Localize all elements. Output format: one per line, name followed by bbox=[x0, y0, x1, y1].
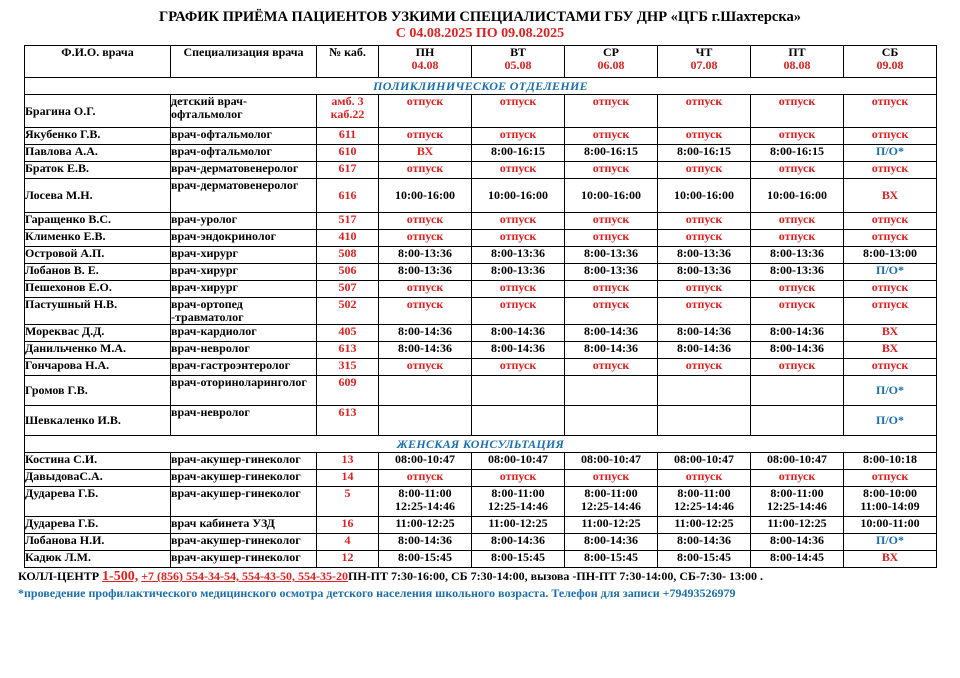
call-center-phones: +7 (856) 554-34-54, 554-43-50, 554-35-20 bbox=[141, 569, 349, 583]
schedule-cell bbox=[472, 487, 565, 517]
schedule-cell bbox=[565, 406, 658, 436]
doctor-specialization: врач-офтальмолог bbox=[171, 145, 317, 162]
cabinet-number: 405 bbox=[317, 325, 379, 342]
schedule-cell: 11:00-12:25 bbox=[565, 517, 658, 534]
table-row bbox=[25, 359, 937, 376]
day-date: 05.08 bbox=[504, 58, 532, 72]
schedule-cell: отпуск bbox=[844, 95, 937, 128]
schedule-cell: 8:00-13:36 bbox=[751, 247, 844, 264]
schedule-cell: 8:00-14:36 bbox=[472, 342, 565, 359]
schedule-cell: отпуск bbox=[658, 213, 751, 230]
table-row bbox=[25, 534, 937, 551]
day-label: ПН bbox=[415, 45, 435, 59]
schedule-cell: отпуск bbox=[844, 298, 937, 325]
schedule-body bbox=[25, 78, 937, 568]
schedule-cell: П/О* bbox=[844, 264, 937, 281]
schedule-cell: ВХ bbox=[844, 325, 937, 342]
table-row bbox=[25, 230, 937, 247]
schedule-cell: 8:00-14:36 bbox=[472, 534, 565, 551]
schedule-cell: отпуск bbox=[472, 162, 565, 179]
schedule-cell: П/О* bbox=[844, 534, 937, 551]
col-header-spec: Специализация врача bbox=[171, 46, 317, 78]
schedule-cell: отпуск bbox=[379, 281, 472, 298]
schedule-cell: 8:00-14:36 bbox=[565, 342, 658, 359]
schedule-cell: отпуск bbox=[565, 298, 658, 325]
schedule-cell bbox=[379, 406, 472, 436]
schedule-cell: отпуск bbox=[751, 128, 844, 145]
schedule-cell: ВХ bbox=[844, 342, 937, 359]
schedule-cell: отпуск bbox=[379, 230, 472, 247]
schedule-cell: отпуск bbox=[379, 162, 472, 179]
schedule-cell: отпуск bbox=[844, 230, 937, 247]
cabinet-number: 16 bbox=[317, 517, 379, 534]
cabinet-number: 12 bbox=[317, 551, 379, 568]
schedule-cell: 8:00-14:36 bbox=[751, 342, 844, 359]
table-row bbox=[25, 128, 937, 145]
cabinet-number: 410 bbox=[317, 230, 379, 247]
doctor-specialization: врач-невролог bbox=[171, 406, 317, 436]
schedule-cell: 8:00-14:36 bbox=[379, 342, 472, 359]
schedule-cell: 8:00-14:36 bbox=[565, 534, 658, 551]
schedule-cell bbox=[751, 376, 844, 406]
schedule-cell: 10:00-16:00 bbox=[379, 179, 472, 213]
doctor-name: Пастушный Н.В. bbox=[25, 298, 171, 325]
schedule-cell: 8:00-14:36 bbox=[658, 534, 751, 551]
doctor-name: Браток Е.В. bbox=[25, 162, 171, 179]
footnote: *проведение профилактического медицинского осмотра детского населения школьного возраста. Телефон для записи +79493526979 bbox=[18, 586, 736, 600]
schedule-cell: 11:00-12:25 bbox=[472, 517, 565, 534]
schedule-cell: 8:00-10:18 bbox=[844, 453, 937, 470]
schedule-cell: 8:00-14:36 bbox=[565, 325, 658, 342]
schedule-cell: 8:00-16:15 bbox=[565, 145, 658, 162]
section-row bbox=[25, 78, 937, 95]
schedule-time: 12:25-14:46 bbox=[395, 499, 455, 513]
doctor-name: ДавыдоваС.А. bbox=[25, 470, 171, 487]
schedule-table bbox=[24, 45, 937, 568]
day-label: ВТ bbox=[510, 45, 526, 59]
table-row bbox=[25, 247, 937, 264]
schedule-cell: 10:00-16:00 bbox=[751, 179, 844, 213]
schedule-cell: 8:00-14:36 bbox=[472, 325, 565, 342]
col-header-name: Ф.И.О. врача bbox=[25, 46, 171, 78]
table-row bbox=[25, 95, 937, 128]
schedule-cell: 8:00-16:15 bbox=[751, 145, 844, 162]
schedule-cell: отпуск bbox=[565, 95, 658, 128]
schedule-cell: отпуск bbox=[565, 470, 658, 487]
doctor-specialization: врач-эндокринолог bbox=[171, 230, 317, 247]
doctor-specialization: врач-хирург bbox=[171, 264, 317, 281]
schedule-cell bbox=[472, 406, 565, 436]
cabinet-number: 506 bbox=[317, 264, 379, 281]
cabinet-number: 507 bbox=[317, 281, 379, 298]
page-title: ГРАФИК ПРИЁМА ПАЦИЕНТОВ УЗКИМИ СПЕЦИАЛИСТАМИ ГБУ ДНР «ЦГБ г.Шахтерска» bbox=[159, 9, 801, 25]
schedule-time: 8:00-11:00 bbox=[491, 486, 545, 500]
doctor-specialization: врач-акушер-гинеколог bbox=[171, 453, 317, 470]
schedule-cell: отпуск bbox=[658, 128, 751, 145]
doctor-name: Пешехонов Е.О. bbox=[25, 281, 171, 298]
date-range: С 04.08.2025 ПО 09.08.2025 bbox=[395, 26, 565, 41]
schedule-cell: 8:00-15:45 bbox=[565, 551, 658, 568]
table-row bbox=[25, 406, 937, 436]
doctor-name: Гончарова Н.А. bbox=[25, 359, 171, 376]
schedule-cell: отпуск bbox=[658, 230, 751, 247]
doctor-specialization: врач-уролог bbox=[171, 213, 317, 230]
schedule-cell: отпуск bbox=[658, 281, 751, 298]
day-date: 04.08 bbox=[411, 58, 439, 72]
schedule-cell: 11:00-12:25 bbox=[379, 517, 472, 534]
doctor-specialization: врач кабинета УЗД bbox=[171, 517, 317, 534]
cabinet-number: 517 bbox=[317, 213, 379, 230]
schedule-cell: 8:00-16:15 bbox=[658, 145, 751, 162]
section-title: ПОЛИКЛИНИЧЕСКОЕ ОТДЕЛЕНИЕ bbox=[25, 78, 937, 95]
schedule-time: 8:00-11:00 bbox=[770, 486, 824, 500]
doctor-name: Лосева М.Н. bbox=[25, 179, 171, 213]
table-row bbox=[25, 179, 937, 213]
table-row bbox=[25, 453, 937, 470]
schedule-cell bbox=[844, 487, 937, 517]
schedule-cell: отпуск bbox=[844, 281, 937, 298]
schedule-cell: 08:00-10:47 bbox=[751, 453, 844, 470]
schedule-cell: 8:00-13:36 bbox=[565, 264, 658, 281]
table-row bbox=[25, 145, 937, 162]
day-date: 06.08 bbox=[597, 58, 625, 72]
cabinet-number: 14 bbox=[317, 470, 379, 487]
schedule-cell: отпуск bbox=[565, 281, 658, 298]
table-row bbox=[25, 264, 937, 281]
schedule-cell bbox=[751, 487, 844, 517]
schedule-cell: 11:00-12:25 bbox=[751, 517, 844, 534]
cabinet-number: 609 bbox=[317, 376, 379, 406]
schedule-cell: отпуск bbox=[751, 359, 844, 376]
schedule-cell: 8:00-13:36 bbox=[751, 264, 844, 281]
schedule-cell: отпуск bbox=[565, 359, 658, 376]
schedule-cell: 8:00-14:36 bbox=[379, 325, 472, 342]
schedule-cell: отпуск bbox=[472, 281, 565, 298]
schedule-cell: 8:00-14:36 bbox=[658, 325, 751, 342]
cabinet-number: 4 bbox=[317, 534, 379, 551]
doctor-name: Кадюк Л.М. bbox=[25, 551, 171, 568]
schedule-cell: 8:00-14:36 bbox=[379, 534, 472, 551]
doctor-specialization: врач-невролог bbox=[171, 342, 317, 359]
schedule-cell: 8:00-15:45 bbox=[379, 551, 472, 568]
section-title: ЖЕНСКАЯ КОНСУЛЬТАЦИЯ bbox=[25, 436, 937, 453]
table-row bbox=[25, 213, 937, 230]
doctor-name: Мореквас Д.Д. bbox=[25, 325, 171, 342]
call-center-line bbox=[18, 569, 763, 585]
schedule-cell: отпуск bbox=[844, 213, 937, 230]
doctor-name: Лобанова Н.И. bbox=[25, 534, 171, 551]
doctor-name: Громов Г.В. bbox=[25, 376, 171, 406]
doctor-name: Гаращенко В.С. bbox=[25, 213, 171, 230]
table-row bbox=[25, 162, 937, 179]
schedule-cell: отпуск bbox=[751, 281, 844, 298]
doctor-specialization: врач-дерматовенеролог bbox=[171, 162, 317, 179]
doctor-specialization: врач-кардиолог bbox=[171, 325, 317, 342]
day-date: 08.08 bbox=[783, 58, 811, 72]
cabinet-number: 613 bbox=[317, 342, 379, 359]
table-row bbox=[25, 376, 937, 406]
doctor-name: Островой А.П. bbox=[25, 247, 171, 264]
schedule-cell: 8:00-16:15 bbox=[472, 145, 565, 162]
schedule-cell: отпуск bbox=[844, 359, 937, 376]
schedule-cell: отпуск bbox=[844, 128, 937, 145]
table-row bbox=[25, 551, 937, 568]
doctor-specialization: врач-дерматовенеролог bbox=[171, 179, 317, 213]
schedule-cell: отпуск bbox=[751, 95, 844, 128]
schedule-cell: отпуск bbox=[472, 230, 565, 247]
table-row bbox=[25, 342, 937, 359]
schedule-cell: отпуск bbox=[379, 359, 472, 376]
schedule-cell: П/О* bbox=[844, 376, 937, 406]
cabinet-number: 610 bbox=[317, 145, 379, 162]
table-row bbox=[25, 470, 937, 487]
schedule-cell: 8:00-13:36 bbox=[379, 247, 472, 264]
schedule-cell: отпуск bbox=[379, 128, 472, 145]
doctor-specialization: врач-офтальмолог bbox=[171, 128, 317, 145]
table-row bbox=[25, 487, 937, 517]
schedule-cell: отпуск bbox=[844, 470, 937, 487]
schedule-cell: отпуск bbox=[658, 162, 751, 179]
day-label: СБ bbox=[881, 45, 899, 59]
schedule-cell: отпуск bbox=[565, 128, 658, 145]
schedule-cell: 8:00-14:36 bbox=[751, 534, 844, 551]
schedule-time: 11:00-14:09 bbox=[860, 499, 920, 513]
doctor-specialization: врач-гастроэнтеролог bbox=[171, 359, 317, 376]
schedule-cell: отпуск bbox=[751, 162, 844, 179]
schedule-cell: 10:00-16:00 bbox=[565, 179, 658, 213]
schedule-time: 8:00-11:00 bbox=[398, 486, 452, 500]
schedule-cell: 8:00-14:36 bbox=[658, 342, 751, 359]
schedule-cell: П/О* bbox=[844, 406, 937, 436]
schedule-cell: отпуск bbox=[658, 359, 751, 376]
cabinet-number: 13 bbox=[317, 453, 379, 470]
doctor-name: Клименко Е.В. bbox=[25, 230, 171, 247]
table-row bbox=[25, 325, 937, 342]
cabinet-number: амб. 3 каб.22 bbox=[317, 95, 379, 128]
schedule-cell: отпуск bbox=[751, 298, 844, 325]
schedule-cell: отпуск bbox=[751, 230, 844, 247]
schedule-cell: отпуск bbox=[844, 162, 937, 179]
doctor-specialization: врач-оториноларинголог bbox=[171, 376, 317, 406]
schedule-cell: 8:00-15:45 bbox=[658, 551, 751, 568]
schedule-cell: ВХ bbox=[844, 179, 937, 213]
cabinet-number: 315 bbox=[317, 359, 379, 376]
doctor-specialization: врач-хирург bbox=[171, 247, 317, 264]
day-label: СР bbox=[603, 45, 619, 59]
schedule-cell: 10:00-11:00 bbox=[844, 517, 937, 534]
cabinet-number: 617 bbox=[317, 162, 379, 179]
schedule-cell: отпуск bbox=[472, 359, 565, 376]
schedule-cell: отпуск bbox=[658, 298, 751, 325]
doctor-specialization: врач-хирург bbox=[171, 281, 317, 298]
doctor-name: Шевкаленко И.В. bbox=[25, 406, 171, 436]
schedule-cell: 8:00-13:36 bbox=[658, 247, 751, 264]
schedule-cell: отпуск bbox=[565, 230, 658, 247]
doctor-name: Дударева Г.Б. bbox=[25, 487, 171, 517]
schedule-cell: отпуск bbox=[751, 213, 844, 230]
call-center-number: 1-500, bbox=[102, 569, 139, 584]
doctor-specialization: врач-акушер-гинеколог bbox=[171, 487, 317, 517]
schedule-cell: отпуск bbox=[565, 213, 658, 230]
schedule-cell: 8:00-13:00 bbox=[844, 247, 937, 264]
col-header-cab: № каб. bbox=[317, 46, 379, 78]
schedule-cell: отпуск bbox=[472, 128, 565, 145]
doctor-name: Павлова А.А. bbox=[25, 145, 171, 162]
schedule-cell: 10:00-16:00 bbox=[658, 179, 751, 213]
col-header-day bbox=[565, 46, 658, 78]
schedule-cell: 8:00-13:36 bbox=[565, 247, 658, 264]
call-center-hours: ПН-ПТ 7:30-16:00, СБ 7:30-14:00, вызова -ПН-ПТ 7:30-14:00, СБ-7:30- 13:00 . bbox=[348, 569, 763, 583]
schedule-cell: отпуск bbox=[472, 470, 565, 487]
day-label: ЧТ bbox=[695, 45, 713, 59]
cabinet-number: 613 bbox=[317, 406, 379, 436]
schedule-cell: 08:00-10:47 bbox=[565, 453, 658, 470]
cabinet-number: 508 bbox=[317, 247, 379, 264]
schedule-cell: 8:00-13:36 bbox=[379, 264, 472, 281]
schedule-cell: отпуск bbox=[565, 162, 658, 179]
schedule-time: 8:00-11:00 bbox=[584, 486, 638, 500]
schedule-cell bbox=[379, 376, 472, 406]
schedule-cell: 8:00-15:45 bbox=[472, 551, 565, 568]
schedule-cell: 08:00-10:47 bbox=[658, 453, 751, 470]
cabinet-number: 611 bbox=[317, 128, 379, 145]
schedule-cell: отпуск bbox=[472, 298, 565, 325]
col-header-day bbox=[472, 46, 565, 78]
col-header-day bbox=[844, 46, 937, 78]
doctor-specialization: врач-акушер-гинеколог bbox=[171, 551, 317, 568]
schedule-cell: отпуск bbox=[379, 213, 472, 230]
col-header-day bbox=[658, 46, 751, 78]
schedule-cell: отпуск bbox=[379, 470, 472, 487]
schedule-cell: 10:00-16:00 bbox=[472, 179, 565, 213]
col-header-day bbox=[751, 46, 844, 78]
doctor-name: Брагина О.Г. bbox=[25, 95, 171, 128]
schedule-cell: ВХ bbox=[379, 145, 472, 162]
day-date: 09.08 bbox=[876, 58, 904, 72]
schedule-cell: отпуск bbox=[379, 298, 472, 325]
schedule-cell: 08:00-10:47 bbox=[379, 453, 472, 470]
schedule-cell: отпуск bbox=[379, 95, 472, 128]
table-row bbox=[25, 517, 937, 534]
schedule-cell: 8:00-13:36 bbox=[472, 264, 565, 281]
day-date: 07.08 bbox=[690, 58, 718, 72]
schedule-cell bbox=[472, 376, 565, 406]
schedule-cell: П/О* bbox=[844, 145, 937, 162]
schedule-time: 12:25-14:46 bbox=[674, 499, 734, 513]
day-label: ПТ bbox=[788, 45, 806, 59]
schedule-cell: отпуск bbox=[658, 470, 751, 487]
cabinet-number: 502 bbox=[317, 298, 379, 325]
schedule-cell: 08:00-10:47 bbox=[472, 453, 565, 470]
doctor-specialization: врач-ортопед -травматолог bbox=[171, 298, 317, 325]
doctor-name: Дударева Г.Б. bbox=[25, 517, 171, 534]
doctor-name: Костина С.И. bbox=[25, 453, 171, 470]
schedule-time: 12:25-14:46 bbox=[767, 499, 827, 513]
doctor-name: Данильченко М.А. bbox=[25, 342, 171, 359]
schedule-cell: отпуск bbox=[751, 470, 844, 487]
schedule-cell bbox=[751, 406, 844, 436]
doctor-specialization: врач-акушер-гинеколог bbox=[171, 470, 317, 487]
schedule-cell bbox=[565, 376, 658, 406]
schedule-cell: отпуск bbox=[472, 95, 565, 128]
schedule-time: 12:25-14:46 bbox=[581, 499, 641, 513]
schedule-cell bbox=[658, 406, 751, 436]
schedule-cell: 8:00-14:45 bbox=[751, 551, 844, 568]
doctor-name: Якубенко Г.В. bbox=[25, 128, 171, 145]
schedule-time: 8:00-10:00 bbox=[863, 486, 917, 500]
header-row bbox=[25, 46, 937, 78]
schedule-cell: ВХ bbox=[844, 551, 937, 568]
call-center-label: КОЛЛ-ЦЕНТР bbox=[18, 569, 100, 583]
schedule-time: 12:25-14:46 bbox=[488, 499, 548, 513]
section-row bbox=[25, 436, 937, 453]
schedule-cell: 8:00-14:36 bbox=[751, 325, 844, 342]
table-row bbox=[25, 298, 937, 325]
doctor-specialization: детский врач-офтальмолог bbox=[171, 95, 317, 128]
schedule-cell: 11:00-12:25 bbox=[658, 517, 751, 534]
schedule-cell: отпуск bbox=[472, 213, 565, 230]
schedule-cell: отпуск bbox=[658, 95, 751, 128]
schedule-cell: 8:00-13:36 bbox=[658, 264, 751, 281]
schedule-cell bbox=[658, 487, 751, 517]
schedule-cell bbox=[379, 487, 472, 517]
schedule-cell bbox=[565, 487, 658, 517]
schedule-cell bbox=[658, 376, 751, 406]
doctor-specialization: врач-акушер-гинеколог bbox=[171, 534, 317, 551]
table-row bbox=[25, 281, 937, 298]
cabinet-number: 5 bbox=[317, 487, 379, 517]
doctor-name: Лобанов В. Е. bbox=[25, 264, 171, 281]
cabinet-number: 616 bbox=[317, 179, 379, 213]
schedule-time: 8:00-11:00 bbox=[677, 486, 731, 500]
col-header-day bbox=[379, 46, 472, 78]
schedule-cell: 8:00-13:36 bbox=[472, 247, 565, 264]
